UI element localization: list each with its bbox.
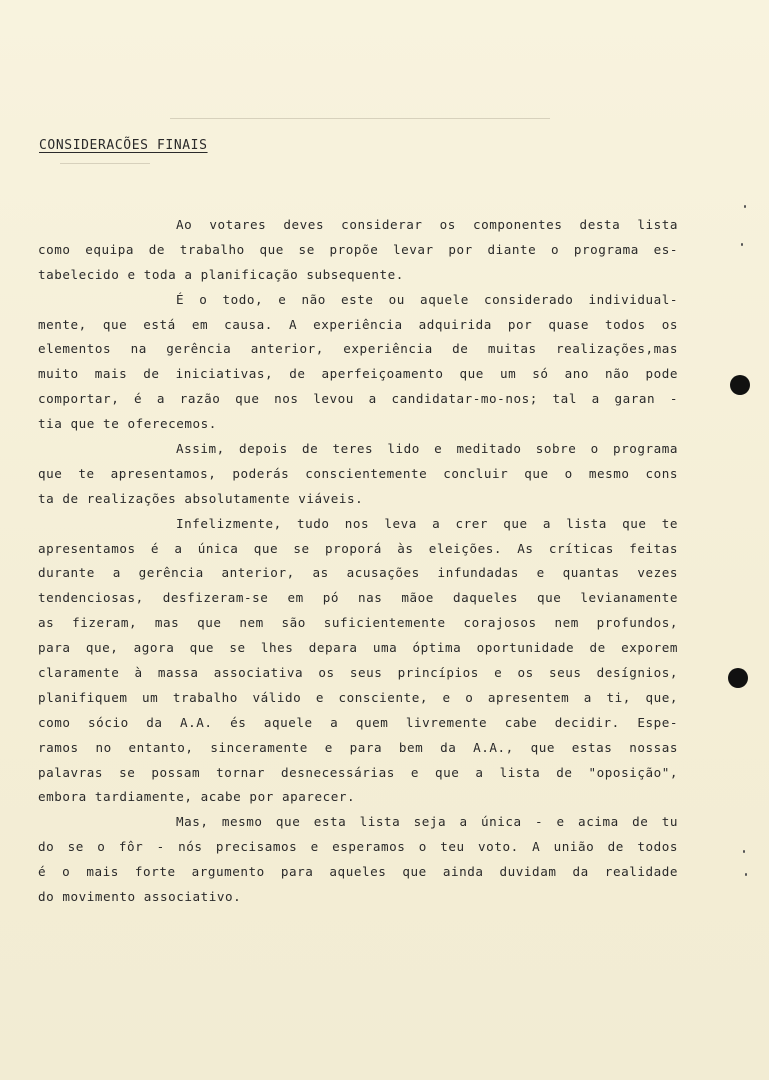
text-line: embora tardiamente, acabe por aparecer. — [38, 789, 356, 805]
text-line: planifiquem um trabalho válido e consciente, e o apresentem a ti, que, — [38, 689, 678, 705]
text-line: palavras se possam tornar desnecessárias e que a lista de "oposição", — [38, 764, 678, 780]
page-title: CONSIDERACÕES FINAIS — [39, 138, 208, 153]
text-line: Ao votares deves considerar os componentes desta lista — [176, 217, 678, 232]
text-line: Infelizmente, tudo nos leva a crer que a lista que te — [176, 515, 678, 531]
text-line: mente, que está em causa. A experiência adquirida por quase todos os — [38, 316, 678, 332]
punch-hole — [730, 375, 750, 395]
paper-speck — [743, 850, 745, 853]
text-line: muito mais de iniciativas, de aperfeiçoamento que um só ano não pode — [38, 366, 678, 382]
text-line: durante a gerência anterior, as acusações infundadas e quantas vezes — [38, 565, 678, 581]
text-line: Mas, mesmo que esta lista seja a única - e acima de tu — [176, 814, 678, 830]
text-line: É o todo, e não este ou aquele considerado individual- — [176, 291, 678, 307]
text-line: tia que te oferecemos. — [38, 416, 217, 432]
text-line: é o mais forte argumento para aqueles que ainda duvidam da realidade — [38, 864, 678, 880]
text-line: claramente à massa associativa os seus princípios e os seus desígnios, — [38, 665, 678, 681]
text-line: elementos na gerência anterior, experiência de muitas realizações,mas — [38, 341, 678, 357]
text-line: para que, agora que se lhes depara uma óptima oportunidade de exporem — [38, 640, 678, 656]
text-line: comportar, é a razão que nos levou a candidatar-mo-nos; tal a garan - — [38, 391, 678, 407]
text-line: apresentamos é a única que se proporá às eleições. As críticas feitas — [38, 540, 678, 556]
faint-bleed-through-line — [60, 163, 150, 164]
paper-speck — [744, 205, 746, 208]
text-line: como equipa de trabalho que se propõe levar por diante o programa es- — [38, 241, 678, 257]
text-line: tabelecido e toda a planificação subsequente. — [38, 266, 404, 282]
text-line: como sócio da A.A. és aquele a quem livremente cabe decidir. Espe- — [38, 714, 678, 730]
text-line: que te apresentamos, poderás conscientemente concluir que o mesmo cons — [38, 465, 678, 481]
punch-hole — [728, 668, 748, 688]
paper-speck — [741, 243, 743, 246]
text-line: ramos no entanto, sinceramente e para bem da A.A., que estas nossas — [38, 739, 678, 755]
paper-speck — [745, 873, 747, 876]
text-line: tendenciosas, desfizeram-se em pó nas mãoe daqueles que levianamente — [38, 590, 678, 606]
text-line: do movimento associativo. — [38, 889, 242, 905]
body-text — [38, 213, 678, 910]
text-line: Assim, depois de teres lido e meditado sobre o programa — [176, 441, 678, 457]
text-line: ta de realizações absolutamente viáveis. — [38, 490, 364, 506]
text-line: do se o fôr - nós precisamos e esperamos o teu voto. A união de todos — [38, 839, 678, 855]
faint-bleed-through-line — [170, 118, 550, 119]
text-line: as fizeram, mas que nem são suficientemente corajosos nem profundos, — [38, 615, 678, 631]
